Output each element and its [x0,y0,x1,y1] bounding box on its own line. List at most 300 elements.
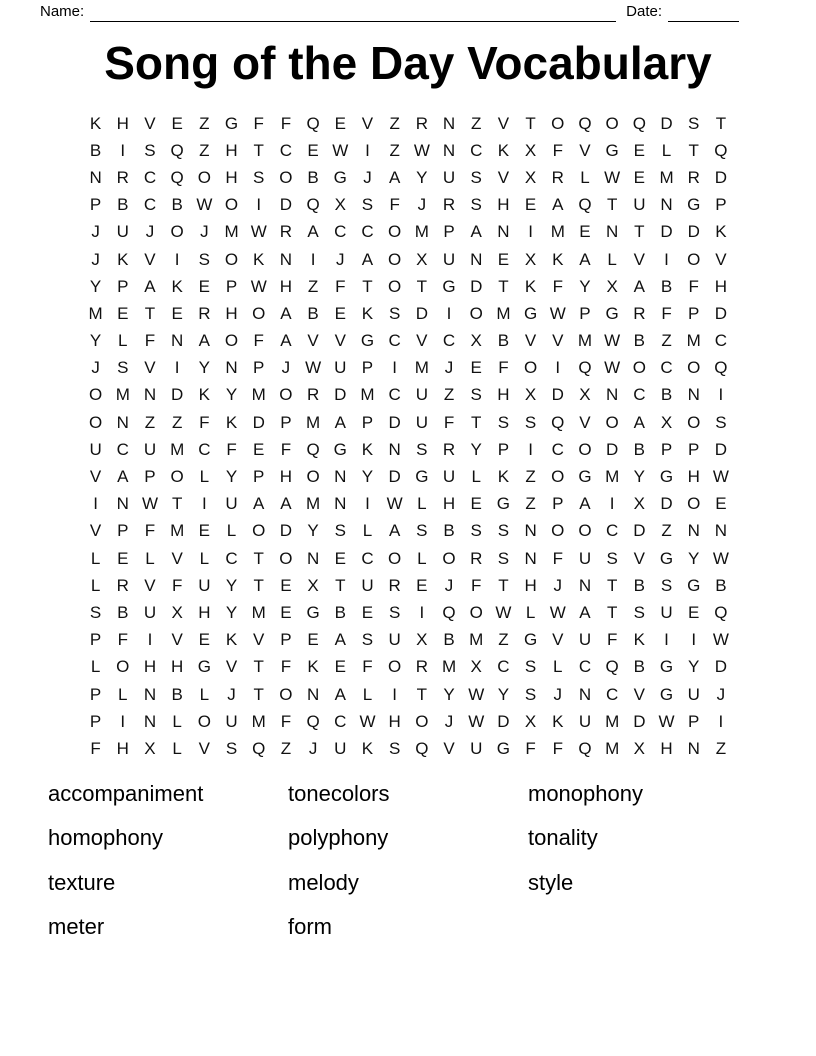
grid-letter: S [361,630,374,650]
grid-letter: C [225,548,238,568]
grid-letter: O [388,548,402,568]
grid-letter: Y [361,467,374,487]
grid-letter: N [306,684,320,704]
grid-letter: Z [199,113,210,133]
grid-letter: B [89,140,102,160]
grid-letter: G [659,467,674,487]
grid-letter: S [497,548,510,568]
grid-letter: W [141,494,158,514]
grid-letter: Y [497,684,510,704]
grid-letter: P [280,630,292,650]
grid-letter: G [496,738,511,758]
grid-letter: U [660,602,673,622]
grid-letter: L [199,684,210,704]
grid-letter: U [225,494,238,514]
grid-letter: F [199,412,210,432]
grid-letter: O [551,467,565,487]
grid-letter: P [361,358,374,378]
grid-letter: E [579,222,591,242]
grid-letter: L [90,657,101,677]
grid-letter: O [116,657,130,677]
grid-letter: R [116,575,129,595]
grid-letter: M [414,222,429,242]
grid-letter: Z [715,738,727,758]
grid-letter: V [416,331,428,351]
grid-letter: O [252,303,266,323]
grid-letter: K [307,657,319,677]
grid-letter: U [388,630,401,650]
grid-letter: I [718,711,724,731]
grid-letter: B [117,195,129,215]
grid-letter: E [198,276,211,296]
grid-letter: H [143,657,157,677]
grid-letter: I [93,494,98,514]
grid-letter: K [524,276,537,296]
grid-letter: J [308,738,318,758]
grid-letter: J [444,358,454,378]
grid-letter: V [633,684,646,704]
grid-letter: C [578,657,592,677]
grid-letter: F [362,657,373,677]
grid-letter: B [660,385,673,405]
grid-letter: O [88,385,103,405]
grid-letter: O [170,467,184,487]
grid-letter: A [579,494,591,514]
grid-letter: V [89,521,102,541]
grid-letter: G [496,494,511,514]
grid-letter: B [171,684,183,704]
grid-letter: B [497,331,510,351]
grid-letter: F [443,412,455,432]
word-list-item: tonality [528,825,598,851]
grid-letter: I [310,249,316,269]
grid-letter: L [417,494,427,514]
grid-letter: F [280,113,292,133]
grid-letter: H [497,385,510,405]
grid-letter: E [497,249,510,269]
grid-letter: M [469,630,484,650]
grid-letter: B [307,303,319,323]
grid-letter: K [171,276,183,296]
grid-letter: T [606,602,618,622]
grid-letter: K [552,249,564,269]
grid-letter: G [659,548,674,568]
grid-letter: K [225,412,238,432]
word-list-item: style [528,869,574,895]
grid-letter: V [552,630,564,650]
letter-grid [82,110,735,763]
grid-letter: Z [307,276,319,296]
grid-letter: F [606,630,618,650]
grid-letter: P [225,276,238,296]
grid-letter: M [306,412,321,432]
grid-letter: P [89,684,102,704]
grid-letter: P [715,195,727,215]
grid-letter: O [224,331,239,351]
grid-letter: Q [632,113,646,133]
word-list-item: meter [48,914,105,940]
grid-letter: F [90,738,101,758]
grid-letter: M [360,385,375,405]
grid-letter: Y [225,602,238,622]
grid-letter: A [198,331,211,351]
grid-letter: Q [551,412,565,432]
grid-letter: V [524,331,537,351]
grid-letter: Q [578,195,592,215]
grid-letter: G [442,276,456,296]
grid-letter: V [171,630,183,650]
grid-letter: I [419,602,425,622]
grid-letter: Q [578,113,592,133]
grid-letter: K [117,249,129,269]
grid-letter: W [604,331,621,351]
grid-letter: S [388,303,401,323]
grid-letter: C [714,331,728,351]
grid-letter: S [524,684,537,704]
grid-letter: Z [389,113,400,133]
grid-letter: G [687,195,701,215]
grid-letter: M [659,167,674,187]
grid-letter: W [495,602,512,622]
grid-letter: L [607,249,617,269]
grid-letter: T [253,684,264,704]
grid-letter: Y [225,467,238,487]
grid-letter: H [388,711,401,731]
grid-letter: Z [525,467,536,487]
grid-letter: W [468,711,485,731]
grid-letter: Q [306,711,320,731]
grid-letter: F [525,738,536,758]
grid-letter: L [118,331,128,351]
grid-letter: Z [144,412,156,432]
grid-letter: J [145,222,155,242]
grid-letter: D [470,276,483,296]
grid-letter: T [335,575,346,595]
grid-letter: S [633,602,646,622]
grid-letter: M [414,358,429,378]
grid-letter: O [388,249,402,269]
grid-letter: N [497,222,510,242]
grid-letter: L [553,657,563,677]
grid-letter: R [306,385,320,405]
grid-letter: M [251,711,266,731]
grid-letter: S [361,195,374,215]
grid-letter: I [365,494,370,514]
grid-letter: C [442,331,456,351]
grid-letter: A [579,602,591,622]
grid-letter: G [605,303,619,323]
grid-letter: O [551,113,565,133]
word-list-item: monophony [528,781,643,806]
grid-letter: I [392,684,398,704]
grid-letter: Q [170,140,184,160]
grid-letter: H [442,494,456,514]
grid-letter: W [549,602,566,622]
grid-letter: D [660,113,673,133]
grid-letter: V [144,358,156,378]
name-blank-line [90,3,616,22]
grid-letter: M [441,657,457,677]
grid-letter: E [171,303,183,323]
grid-letter: N [578,575,592,595]
grid-letter: B [307,167,319,187]
grid-letter: M [170,439,185,459]
grid-letter: H [279,276,293,296]
grid-letter: T [471,412,482,432]
grid-letter: V [198,738,211,758]
grid-letter: M [306,494,321,514]
grid-letter: G [605,140,619,160]
grid-letter: D [415,303,428,323]
grid-letter: S [388,602,401,622]
word-list-item: melody [288,869,359,895]
grid-letter: Z [280,738,292,758]
grid-letter: M [251,385,266,405]
grid-letter: M [686,331,701,351]
grid-letter: D [714,657,728,677]
grid-letter: R [279,222,293,242]
grid-letter: U [361,575,374,595]
grid-letter: X [307,575,319,595]
word-list-column [48,772,288,950]
grid-letter: O [197,711,211,731]
word-list-item: tonecolors [288,781,390,806]
grid-letter: U [334,738,347,758]
word-list-column [528,772,768,950]
grid-letter: O [279,548,293,568]
grid-letter: N [89,167,102,187]
grid-letter: B [117,602,129,622]
date-label: Date: [626,3,662,20]
grid-letter: F [552,548,563,568]
grid-letter: A [579,249,591,269]
grid-letter: T [253,140,264,160]
grid-letter: S [470,521,482,541]
grid-letter: C [361,548,374,568]
grid-letter: E [334,548,346,568]
grid-letter: N [470,249,483,269]
grid-letter: V [443,738,455,758]
grid-letter: G [659,684,674,704]
grid-letter: C [633,385,646,405]
grid-letter: N [442,140,456,160]
grid-letter: P [280,412,292,432]
grid-letter: I [555,358,561,378]
grid-letter: C [470,140,483,160]
grid-letter: I [664,630,669,650]
grid-letter: N [225,358,238,378]
grid-letter: S [416,439,428,459]
grid-letter: T [606,195,618,215]
grid-letter: O [224,249,239,269]
grid-letter: L [199,548,210,568]
grid-letter: D [633,711,646,731]
grid-letter: S [715,412,727,432]
grid-letter: U [442,249,456,269]
grid-letter: Y [688,548,700,568]
grid-letter: L [90,548,101,568]
grid-letter: Y [633,467,646,487]
grid-letter: O [687,249,701,269]
grid-letter: Y [579,276,591,296]
grid-letter: R [388,575,401,595]
grid-letter: A [144,276,156,296]
grid-letter: H [198,602,211,622]
grid-letter: G [333,439,347,459]
grid-letter: K [497,140,510,160]
grid-letter: N [171,331,184,351]
grid-letter: S [253,167,265,187]
grid-letter: N [687,521,700,541]
grid-letter: E [307,630,319,650]
grid-letter: O [578,439,592,459]
grid-letter: P [89,711,102,731]
grid-letter: B [334,602,346,622]
grid-letter: F [171,575,183,595]
grid-letter: C [497,657,510,677]
grid-letter: Z [443,385,455,405]
grid-letter: S [470,195,482,215]
grid-letter: X [660,412,673,432]
grid-letter: C [334,222,347,242]
grid-letter: J [444,711,454,731]
grid-letter: T [688,140,699,160]
grid-letter: O [279,684,293,704]
grid-letter: N [524,548,537,568]
grid-letter: W [305,358,322,378]
grid-letter: W [250,276,267,296]
grid-letter: V [225,657,238,677]
grid-letter: D [714,167,728,187]
grid-letter: T [253,548,264,568]
grid-letter: D [606,439,619,459]
grid-letter: J [91,222,100,242]
grid-letter: G [523,303,538,323]
grid-letter: Q [714,602,728,622]
grid-letter: E [307,140,319,160]
grid-letter: Y [89,276,102,296]
grid-letter: N [334,494,347,514]
grid-letter: I [174,358,180,378]
grid-letter: Y [307,521,319,541]
grid-letter: X [633,738,646,758]
grid-letter: E [280,575,292,595]
grid-letter: T [253,575,264,595]
grid-letter: O [415,711,429,731]
grid-letter: D [660,222,673,242]
grid-letter: S [334,521,346,541]
grid-letter: M [496,303,511,323]
grid-letter: X [524,167,537,187]
grid-letter: P [688,439,700,459]
grid-letter: Q [442,602,456,622]
grid-letter: N [442,113,456,133]
grid-letter: O [578,521,592,541]
grid-letter: A [388,521,401,541]
grid-letter: R [633,303,646,323]
grid-letter: P [89,195,102,215]
grid-letter: Q [415,738,429,758]
grid-letter: V [633,548,646,568]
grid-letter: A [334,684,346,704]
grid-letter: B [171,195,183,215]
grid-letter: Z [199,140,210,160]
grid-letter: X [633,494,646,514]
grid-letter: K [633,630,646,650]
grid-letter: O [388,276,402,296]
grid-letter: H [225,140,238,160]
grid-letter: A [307,222,319,242]
grid-letter: B [715,575,727,595]
grid-letter: K [361,303,374,323]
grid-letter: T [498,276,509,296]
grid-letter: D [279,521,293,541]
grid-letter: G [523,630,538,650]
grid-letter: U [442,467,456,487]
grid-letter: E [171,113,183,133]
grid-letter: T [416,276,428,296]
grid-letter: X [524,140,537,160]
grid-letter: I [120,140,126,160]
grid-letter: F [144,521,156,541]
grid-letter: I [528,439,533,459]
grid-letter: X [470,657,482,677]
grid-letter: Q [170,167,184,187]
grid-letter: F [280,657,292,677]
grid-letter: U [116,222,129,242]
grid-letter: L [172,711,182,731]
grid-letter: O [306,467,320,487]
grid-letter: U [89,439,102,459]
grid-letter: P [117,276,129,296]
grid-letter: G [659,657,674,677]
grid-letter: L [580,167,590,187]
grid-letter: T [416,684,428,704]
word-list [48,772,768,950]
grid-letter: Y [225,575,238,595]
grid-letter: N [687,385,700,405]
grid-letter: L [199,467,210,487]
grid-letter: Y [688,657,700,677]
grid-letter: D [714,303,728,323]
page-title: Song of the Day Vocabulary [104,37,712,89]
grid-letter: C [143,167,157,187]
grid-letter: P [253,358,265,378]
grid-letter: H [225,303,238,323]
grid-letter: F [552,140,563,160]
grid-letter: I [120,711,126,731]
grid-letter: N [524,521,537,541]
date-blank-line [668,3,739,22]
grid-letter: N [578,684,592,704]
grid-letter: I [718,385,724,405]
grid-letter: R [415,657,428,677]
grid-letter: L [118,684,128,704]
grid-letter: W [468,684,485,704]
grid-letter: X [416,630,428,650]
grid-letter: Z [525,494,536,514]
grid-letter: O [523,358,538,378]
grid-letter: U [578,711,592,731]
grid-letter: T [498,575,509,595]
grid-letter: Q [605,657,619,677]
grid-letter: S [524,657,537,677]
grid-letter: W [712,467,729,487]
grid-letter: I [365,140,370,160]
grid-letter: H [116,738,129,758]
grid-letter: E [280,602,292,622]
grid-letter: H [116,113,129,133]
